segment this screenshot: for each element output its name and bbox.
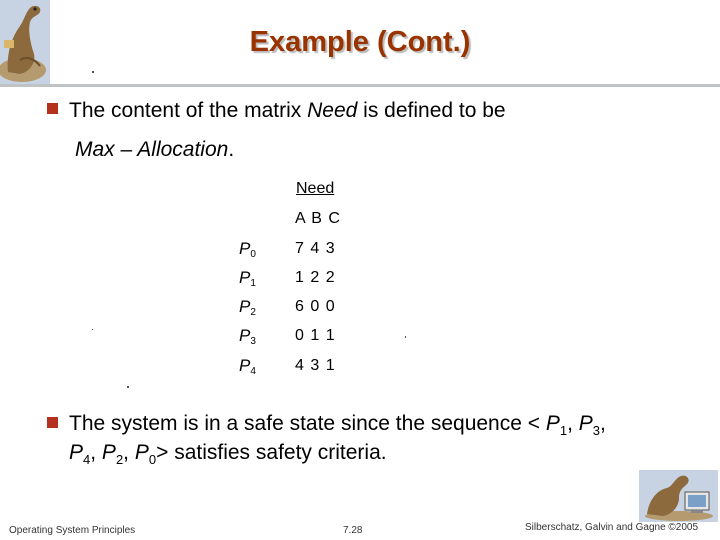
need-values: 0 1 1 (295, 327, 336, 344)
need-table-heading: Need (296, 180, 335, 197)
emphasis-allocation: Allocation (137, 138, 229, 161)
footer-copyright: Silberschatz, Galvin and Gagne ©2005 (525, 522, 699, 533)
need-values: 4 3 1 (295, 357, 336, 374)
need-values: 6 0 0 (295, 298, 336, 315)
need-values: 1 2 2 (295, 269, 336, 286)
process-ref: P (578, 412, 593, 435)
text-segment: , (600, 412, 606, 435)
footer-page-number: 7.28 (343, 525, 363, 536)
stray-dot (405, 336, 406, 338)
bullet-1-line-1 (69, 96, 506, 125)
process-label: $P_1$ (239, 268, 256, 289)
process-subscript: 0 (148, 452, 157, 468)
process-ref: P (545, 412, 560, 435)
bullet-marker (47, 103, 58, 114)
stray-dot (127, 386, 129, 388)
bullet-1-line-2 (75, 135, 234, 164)
text-segment: The system is in a safe state since the sequence < (69, 412, 546, 435)
dinosaur-computer-logo-icon (639, 470, 718, 522)
text-segment: The content of the matrix (69, 99, 308, 122)
text-segment: > satisfies safety criteria. (156, 441, 387, 464)
process-ref: P (101, 441, 116, 464)
title-divider (0, 84, 720, 87)
process-ref: P (134, 441, 149, 464)
need-table-columns: A B C (295, 210, 341, 227)
process-label: $P_0$ (239, 239, 256, 260)
text-segment: . (228, 138, 235, 161)
text-segment: , (123, 441, 135, 464)
process-label: $P_4$ (239, 356, 256, 377)
process-subscript: 3 (592, 423, 601, 439)
process-subscript: 4 (83, 452, 91, 468)
process-label: $P_3$ (239, 326, 256, 347)
stray-dot (92, 329, 93, 330)
text-segment: is defined to be (357, 99, 506, 122)
process-ref: P (69, 441, 84, 464)
slide-title: Example (Cont.) (249, 26, 471, 58)
text-segment: – (114, 138, 138, 161)
emphasis-need: Need (307, 99, 358, 122)
process-label: $P_2$ (239, 297, 256, 318)
need-values: 7 4 3 (295, 240, 336, 257)
text-segment: , (567, 412, 579, 435)
stray-dot (92, 71, 94, 73)
process-subscript: 2 (115, 452, 124, 468)
emphasis-max: Max (75, 138, 115, 161)
footer-course: Operating System Principles (9, 525, 136, 536)
bullet-2-line-2 (69, 438, 387, 474)
bullet-marker (47, 417, 58, 428)
process-subscript: 1 (559, 423, 568, 439)
text-segment: , (90, 441, 102, 464)
